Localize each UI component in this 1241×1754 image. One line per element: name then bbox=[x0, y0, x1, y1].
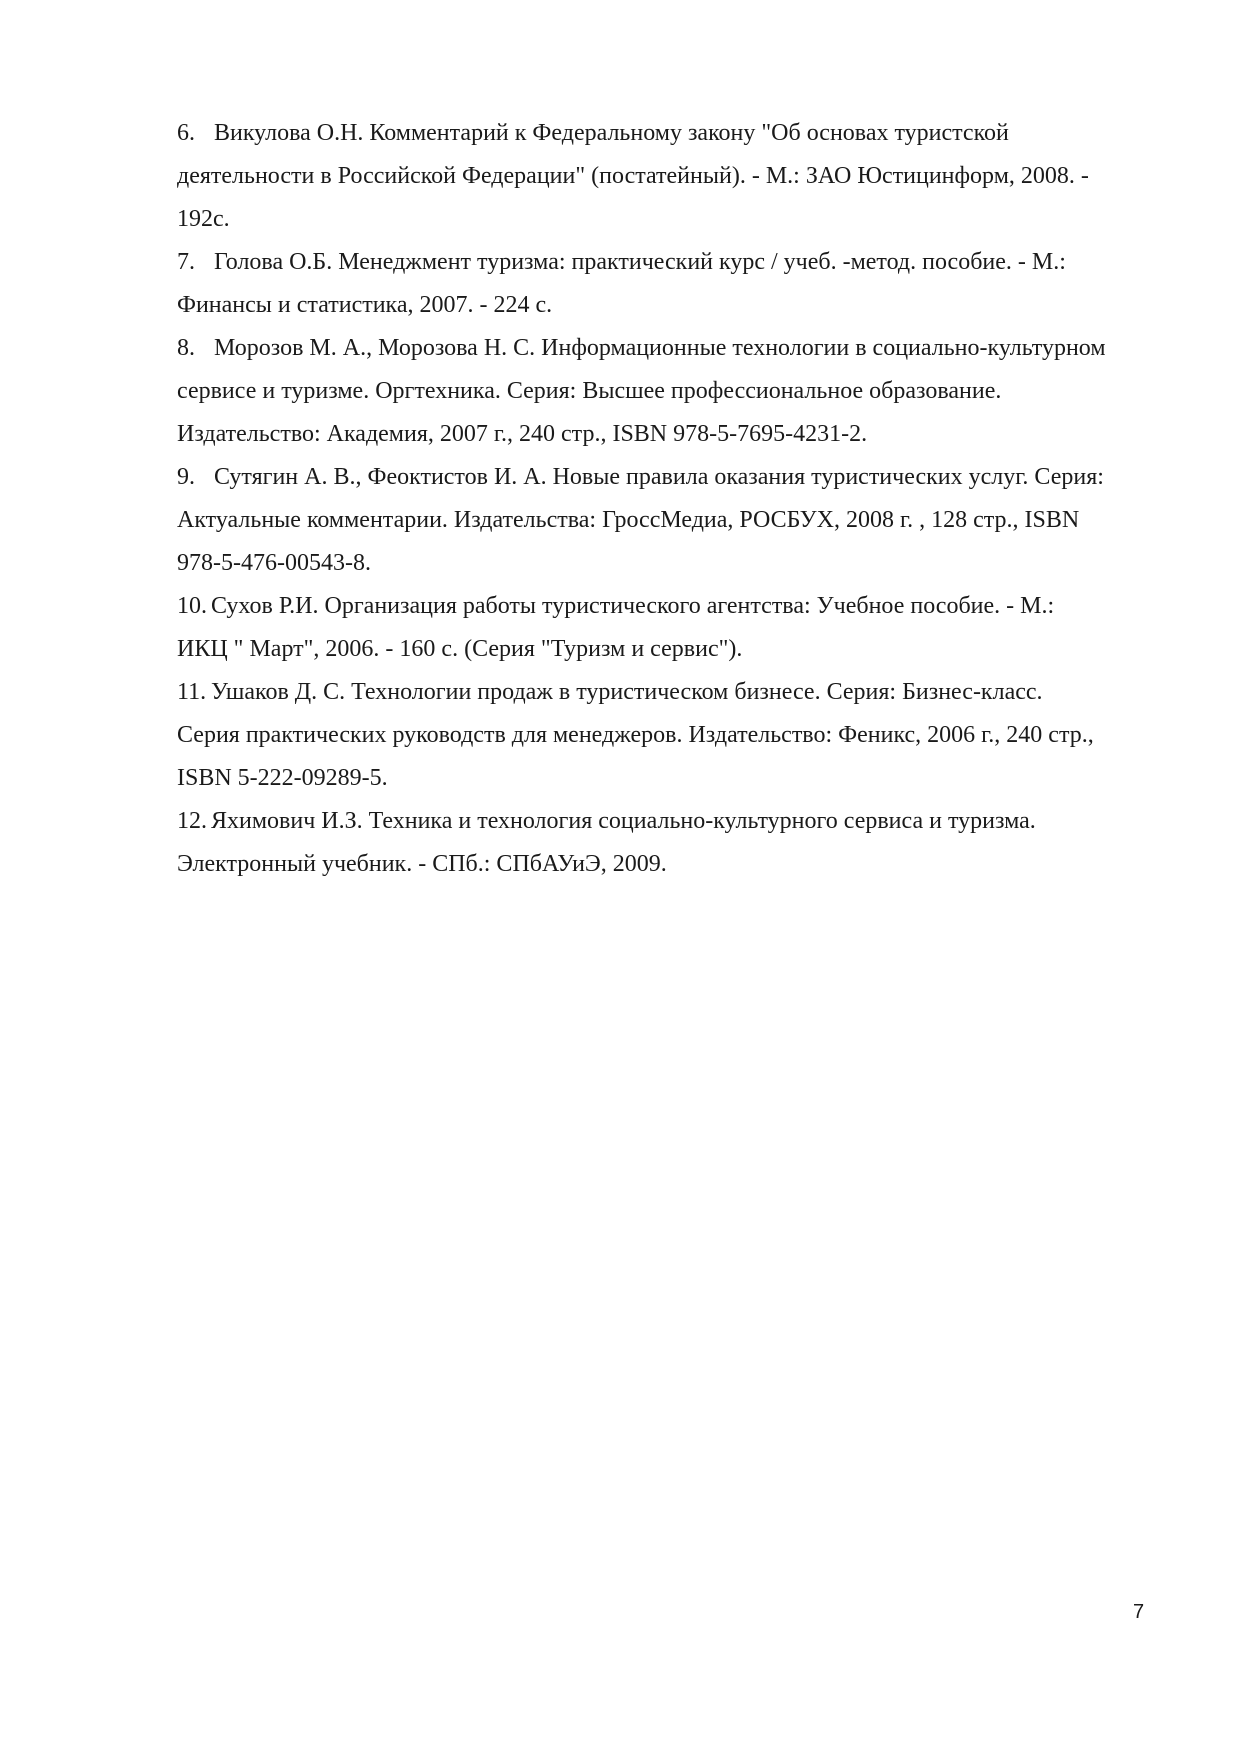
reference-item bbox=[177, 456, 1157, 585]
reference-number: 12. bbox=[177, 808, 207, 834]
reference-line bbox=[177, 671, 1157, 714]
reference-text: Электронный учебник. - СПб.: СПбАУиЭ, 2009. bbox=[177, 851, 667, 877]
reference-text: Издательство: Академия, 2007 г., 240 стр., ISBN 978-5-7695-4231-2. bbox=[177, 421, 868, 447]
reference-line bbox=[177, 843, 1157, 886]
reference-line bbox=[177, 284, 1157, 327]
reference-line bbox=[177, 714, 1157, 757]
reference-text: ISBN 5-222-09289-5. bbox=[177, 765, 388, 791]
reference-line bbox=[177, 241, 1157, 284]
reference-text: Яхимович И.З. Техника и технология социально-культурного сервиса и туризма. bbox=[211, 808, 1036, 834]
reference-text: Финансы и статистика, 2007. - 224 с. bbox=[177, 292, 553, 318]
reference-line bbox=[177, 155, 1157, 198]
reference-line bbox=[177, 628, 1157, 671]
reference-number: 8. bbox=[177, 335, 195, 361]
reference-item bbox=[177, 800, 1157, 886]
reference-item bbox=[177, 112, 1157, 241]
reference-number: 7. bbox=[177, 249, 195, 275]
reference-number: 10. bbox=[177, 593, 207, 619]
reference-line bbox=[177, 585, 1157, 628]
reference-text: Викулова О.Н. Комментарий к Федеральному закону "Об основах туристской bbox=[214, 120, 1009, 146]
reference-text: 978-5-476-00543-8. bbox=[177, 550, 371, 576]
reference-item bbox=[177, 327, 1157, 456]
reference-text: Ушаков Д. С. Технологии продаж в туристическом бизнесе. Серия: Бизнес-класс. bbox=[211, 679, 1043, 705]
reference-list bbox=[177, 112, 1157, 886]
reference-text: Голова О.Б. Менеджмент туризма: практический курс / учеб. -метод. пособие. - М.: bbox=[214, 249, 1066, 275]
reference-line bbox=[177, 499, 1157, 542]
page-number: 7 bbox=[1133, 1601, 1145, 1623]
reference-number: 9. bbox=[177, 464, 195, 490]
reference-text: Серия практических руководств для менеджеров. Издательство: Феникс, 2006 г., 240 стр., bbox=[177, 722, 1094, 748]
reference-text: ИКЦ " Март", 2006. - 160 с. (Серия "Туризм и сервис"). bbox=[177, 636, 743, 662]
reference-text: Актуальные комментарии. Издательства: ГроссМедиа, РОСБУХ, 2008 г. , 128 стр., ISBN bbox=[177, 507, 1080, 533]
reference-item bbox=[177, 241, 1157, 327]
reference-text: Сутягин А. В., Феоктистов И. А. Новые правила оказания туристических услуг. Серия: bbox=[214, 464, 1104, 490]
reference-text: Морозов М. А., Морозова Н. С. Информационные технологии в социально-культурном bbox=[214, 335, 1106, 361]
reference-line bbox=[177, 413, 1157, 456]
reference-line bbox=[177, 112, 1157, 155]
reference-line bbox=[177, 456, 1157, 499]
reference-number: 6. bbox=[177, 120, 195, 146]
reference-text: 192с. bbox=[177, 206, 230, 232]
reference-item bbox=[177, 671, 1157, 800]
reference-line bbox=[177, 370, 1157, 413]
reference-line bbox=[177, 198, 1157, 241]
reference-line bbox=[177, 757, 1157, 800]
reference-text: сервисе и туризме. Оргтехника. Серия: Высшее профессиональное образование. bbox=[177, 378, 1002, 404]
reference-line bbox=[177, 800, 1157, 843]
reference-text: деятельности в Российской Федерации" (постатейный). - М.: ЗАО Юстицинформ, 2008. - bbox=[177, 163, 1089, 189]
reference-text: Сухов Р.И. Организация работы туристического агентства: Учебное пособие. - М.: bbox=[211, 593, 1055, 619]
reference-line bbox=[177, 542, 1157, 585]
reference-item bbox=[177, 585, 1157, 671]
reference-number: 11. bbox=[177, 679, 207, 705]
reference-line bbox=[177, 327, 1157, 370]
